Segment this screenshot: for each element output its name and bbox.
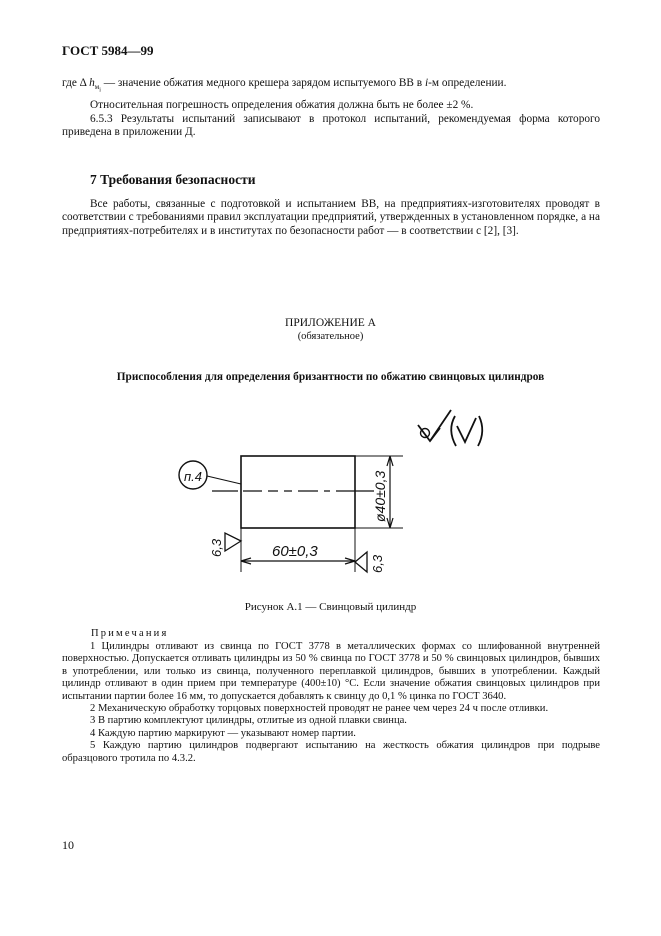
- appendix-status: (обязательное): [297, 331, 364, 342]
- note-item: 1 Цилиндры отливают из свинца по ГОСТ 3778 в металлических формах со шлифованной внутренней поверхностью. Допускается отливать цилиндры из 50 % свинца по ГОСТ 3778 и 50 % свинцовых цилиндров, бывших в употреблении, или только из свинца, полученного переплавкой цилиндров, бывших в употреблении. Каждый цилиндр отливают в один прием при температуре (400±10) °С. Если значение обжатия свинцовых цилиндров при испытании партии более 16 мм, то допускается добавлять к свинцу до 0,1 % цинка по ГОСТ 3640.: [62, 641, 600, 702]
- clause-6-5-3: 6.5.3 Результаты испытаний записывают в протокол испытаний, рекомендуемая форма которого приведена в приложении Д.: [62, 113, 600, 139]
- document-header: ГОСТ 5984—99: [62, 43, 154, 58]
- length-dimension-label: 60±0,3: [272, 543, 318, 560]
- note-item: 4 Каждую партию маркируют — указывают номер партии.: [90, 727, 356, 739]
- appendix-title: ПРИЛОЖЕНИЕ А: [285, 317, 376, 329]
- note-item: 2 Механическую обработку торцовых поверхностей проводят не ранее чем через 24 ч после отливки.: [90, 703, 549, 715]
- notes-title: Примечания: [91, 628, 169, 639]
- accuracy-requirement: Относительная погрешность определения обжатия должна быть не более ±2 %.: [90, 99, 474, 111]
- left-roughness-value: 6,3: [209, 538, 224, 557]
- right-roughness-value: 6,3: [370, 554, 385, 573]
- section-7-heading: 7 Требования безопасности: [90, 172, 256, 187]
- left-roughness-symbol: [225, 533, 241, 551]
- where-clause: где Δ $h_{м_i}$ — значение обжатия медного крешера зарядом испытуемого ВВ в i-м определении.: [62, 77, 507, 94]
- callout-label: п.4: [184, 469, 202, 484]
- cylinder-outline: [241, 456, 355, 528]
- figure-caption: Рисунок А.1 — Свинцовый цилиндр: [244, 601, 417, 613]
- right-roughness-symbol: [355, 552, 367, 572]
- diameter-dimension-label: ø40±0,3: [372, 470, 388, 522]
- page-number: 10: [62, 838, 74, 852]
- note-item: 5 Каждую партию цилиндров подвергают испытанию на жесткость обжатия цилиндров при подрыве образцового тротила по 4.3.2.: [62, 740, 600, 764]
- notes-list: [62, 641, 600, 765]
- note-item: 3 В партию комплектуют цилиндры, отлитые из одной плавки свинца.: [90, 715, 407, 727]
- callout-leader: [207, 476, 241, 484]
- general-roughness-symbol: [418, 410, 482, 446]
- appendix-subtitle: Приспособления для определения бризантности по обжатию свинцовых цилиндров: [116, 371, 545, 383]
- section-7-body: Все работы, связанные с подготовкой и испытанием ВВ, на предприятиях-изготовителях проводят в соответствии с требованиями правил эксплуатации предприятий, утвержденных в установленном порядке, а на предприятиях-потребителях и в институтах по безопасности работ — в соответствии с [2], [3].: [62, 198, 600, 237]
